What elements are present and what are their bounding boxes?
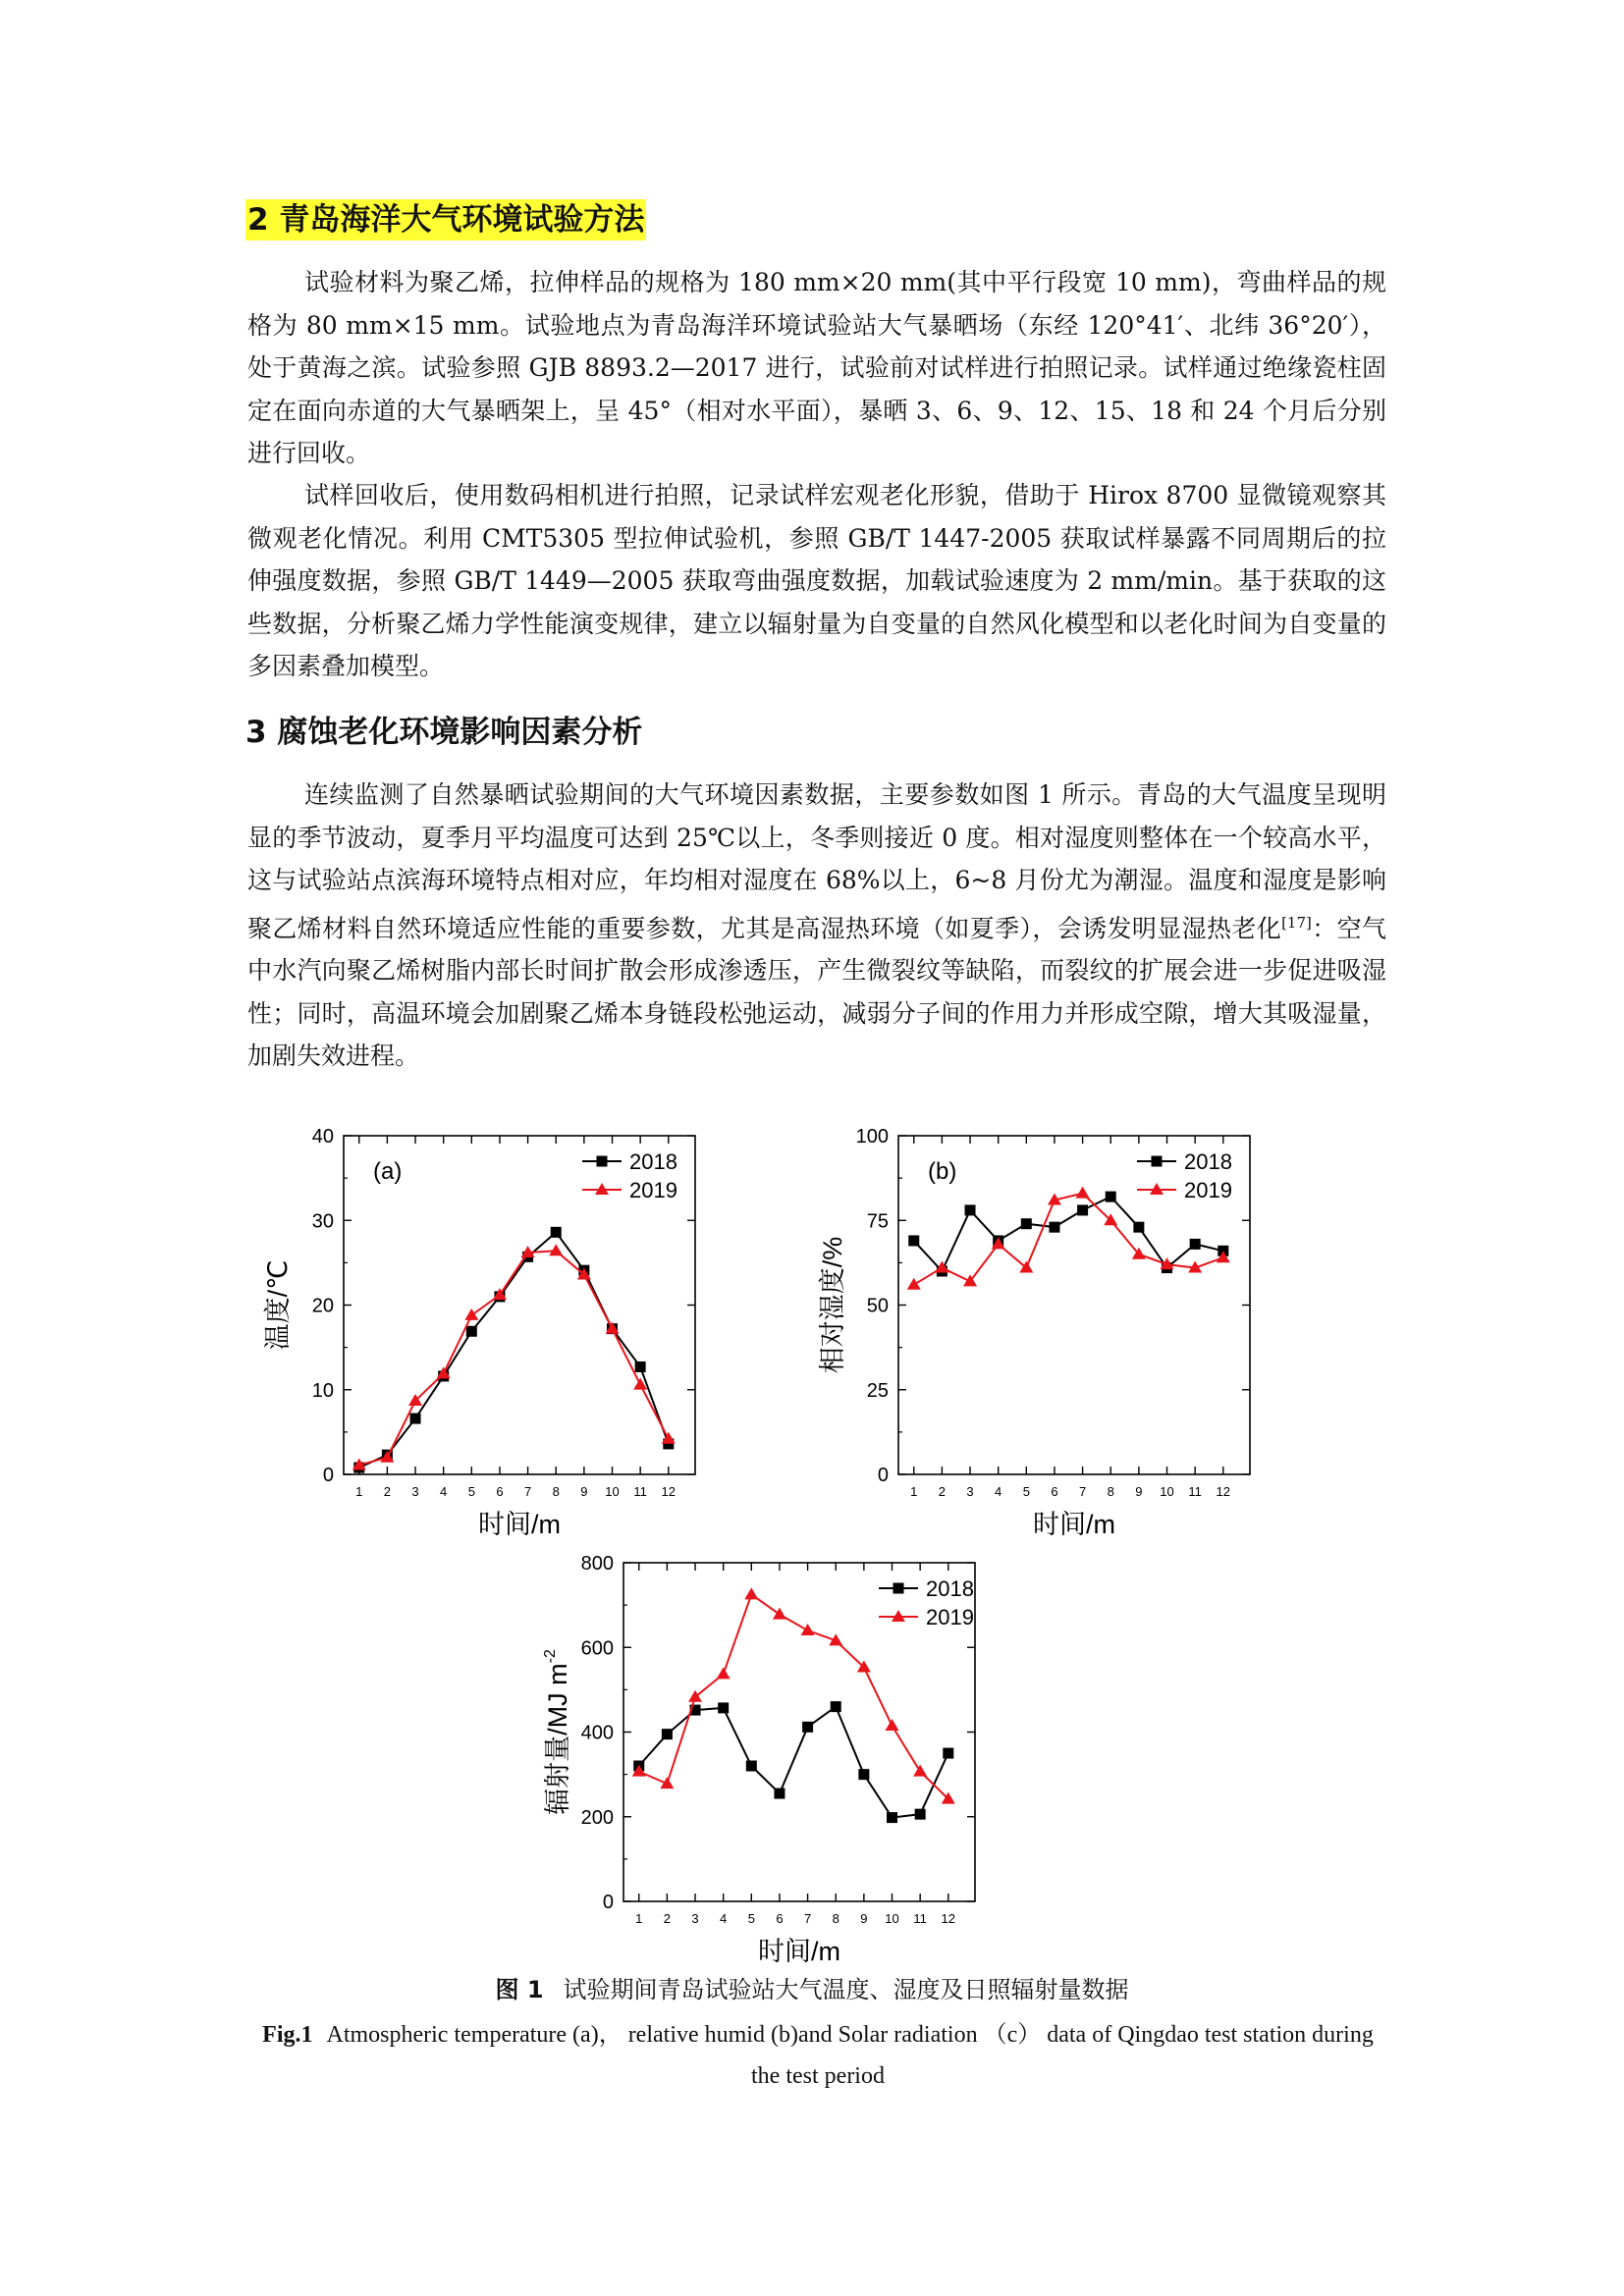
x-tick-label: 12	[661, 1484, 677, 1499]
data-point-2019	[907, 1278, 921, 1290]
legend-label-2018: 2018	[1184, 1149, 1232, 1174]
x-axis-label: 时间/m	[478, 1510, 561, 1539]
x-tick-label: 8	[552, 1484, 560, 1499]
x-tick-label: 9	[860, 1911, 868, 1926]
x-tick-label: 4	[720, 1911, 728, 1926]
y-tick-label: 0	[877, 1465, 889, 1486]
x-tick-label: 8	[1107, 1484, 1114, 1499]
data-point-2019	[801, 1624, 815, 1635]
data-point-2018	[466, 1326, 477, 1337]
x-tick-label: 12	[1216, 1484, 1231, 1499]
y-axis-label: 辐射量/MJ $m^{-2}$	[542, 1649, 572, 1815]
x-tick-label: 4	[995, 1484, 1002, 1499]
data-point-2018	[662, 1729, 673, 1739]
data-point-2019	[913, 1765, 927, 1777]
series-line-2019	[639, 1594, 948, 1798]
legend-marker-2018	[597, 1156, 608, 1167]
x-tick-label: 2	[663, 1911, 672, 1926]
data-point-2018	[635, 1362, 646, 1372]
data-point-2018	[943, 1748, 953, 1759]
data-point-2018	[774, 1789, 785, 1799]
x-tick-label: 6	[496, 1484, 504, 1499]
x-tick-label: 7	[523, 1484, 532, 1499]
data-point-2018	[410, 1414, 421, 1424]
x-tick-label: 11	[1188, 1484, 1202, 1499]
data-point-2018	[1021, 1218, 1032, 1229]
legend-marker-2018	[1152, 1156, 1163, 1167]
data-point-2018	[1077, 1204, 1088, 1215]
data-point-2018	[915, 1809, 926, 1820]
x-tick-label: 2	[383, 1484, 392, 1499]
x-tick-label: 11	[913, 1911, 927, 1926]
x-tick-label: 9	[580, 1484, 588, 1499]
x-tick-label: 3	[966, 1484, 974, 1499]
x-tick-label: 6	[776, 1911, 784, 1926]
section-2-heading: 2 青岛海洋大气环境试验方法	[245, 199, 646, 240]
y-tick-label: 50	[866, 1295, 889, 1317]
data-point-2018	[887, 1812, 897, 1823]
chart-radiation	[530, 1551, 1100, 1983]
data-point-2019	[464, 1308, 478, 1320]
legend-marker-2018	[893, 1583, 904, 1594]
section-2-paragraph-2: 试样回收后，使用数码相机进行拍照，记录试样宏观老化形貌，借助于 Hirox 8700 显微镜观察其微观老化情况。利用 CMT5305 型拉伸试验机，参照 GB/T 1447-2005 获取试样暴露不同周期后的拉伸强度数据，参照 GB/T 1449—2005 获取弯曲强度数据，加载试验速度为 2 mm/min。基于获取的这些数据，分析聚乙烯力学性能演变规律，建立以辐射量为自变量的自然风化模型和以老化时间为自变量的多因素叠加模型。	[247, 481, 1386, 680]
x-tick-label: 3	[411, 1484, 419, 1499]
data-point-2019	[662, 1432, 676, 1444]
legend-label-2019: 2019	[1184, 1178, 1232, 1202]
data-point-2018	[551, 1227, 562, 1238]
x-tick-label: 11	[633, 1484, 647, 1499]
data-point-2018	[718, 1702, 729, 1713]
y-tick-label: 0	[602, 1892, 614, 1913]
x-tick-label: 1	[355, 1484, 363, 1499]
x-tick-label: 10	[1160, 1484, 1174, 1499]
data-point-2018	[1049, 1222, 1059, 1233]
figure-label-cn: 图 1	[495, 1976, 544, 2003]
x-tick-label: 5	[1022, 1484, 1030, 1499]
y-tick-label: 400	[580, 1722, 614, 1744]
x-tick-label: 6	[1051, 1484, 1058, 1499]
data-point-2018	[908, 1235, 919, 1246]
x-tick-label: 5	[747, 1911, 755, 1926]
x-axis-label: 时间/m	[1033, 1510, 1115, 1539]
data-point-2019	[886, 1719, 899, 1731]
figure-caption-en	[253, 2014, 1382, 2097]
legend-label-2019: 2019	[926, 1605, 974, 1629]
section-3-heading: 3 腐蚀老化环境影响因素分析	[245, 715, 643, 750]
section-3-paragraph-1	[247, 774, 1386, 1078]
figure-caption-cn-text: 试验期间青岛试验站大气温度、湿度及日照辐射量数据	[563, 1976, 1129, 2003]
legend-label-2018: 2018	[926, 1576, 974, 1601]
x-tick-label: 10	[885, 1911, 899, 1926]
y-tick-label: 200	[580, 1806, 614, 1829]
citation-ref[interactable]: [17]	[1281, 913, 1312, 932]
data-point-2018	[802, 1722, 813, 1733]
panel-label: (b)	[928, 1158, 957, 1185]
data-point-2018	[1133, 1222, 1144, 1233]
y-tick-label: 800	[580, 1553, 614, 1575]
x-tick-label: 12	[941, 1911, 956, 1926]
data-point-2018	[858, 1769, 869, 1780]
figure-caption-cn	[0, 1973, 1624, 2006]
data-point-2019	[1076, 1187, 1090, 1199]
x-tick-label: 1	[635, 1911, 643, 1926]
data-point-2019	[660, 1777, 674, 1789]
y-axis-label: 温度/℃	[263, 1259, 293, 1351]
y-tick-label: 100	[855, 1126, 889, 1148]
y-tick-label: 10	[311, 1379, 334, 1402]
data-point-2019	[773, 1608, 786, 1620]
legend-label-2018: 2018	[629, 1149, 677, 1174]
data-point-2019	[717, 1667, 731, 1679]
x-tick-label: 8	[832, 1911, 839, 1926]
panel-label: (a)	[373, 1158, 403, 1185]
y-tick-label: 30	[311, 1210, 334, 1233]
data-point-2018	[1106, 1192, 1116, 1202]
x-tick-label: 9	[1135, 1484, 1143, 1499]
series-line-2019	[914, 1194, 1223, 1285]
series-line-2019	[359, 1251, 669, 1465]
x-tick-label: 7	[803, 1911, 812, 1926]
x-tick-label: 1	[910, 1484, 918, 1499]
data-point-2019	[744, 1587, 758, 1599]
y-tick-label: 75	[866, 1210, 889, 1233]
figure-caption-en-text: Atmospheric temperature (a)， relative humid (b)and Solar radiation （c） data of Qingdao test station during the test period	[326, 2022, 1374, 2089]
x-tick-label: 10	[605, 1484, 620, 1499]
x-tick-label: 5	[467, 1484, 475, 1499]
x-axis-label: 时间/m	[758, 1937, 840, 1966]
y-tick-label: 25	[866, 1379, 889, 1402]
x-tick-label: 3	[691, 1911, 699, 1926]
section-3-text-a: 连续监测了自然暴晒试验期间的大气环境因素数据，主要参数如图 1 所示。青岛的大气温度呈现明显的季节波动，夏季月平均温度可达到 25℃以上，冬季则接近 0 度。相对湿度则整体在一个较高水平，这与试验站点滨海环境特点相对应，年均相对湿度在 68%以上，6~8 月份尤为潮湿。温度和湿度是影响聚乙烯材料自然环境适应性能的重要参数，尤其是高湿热环境（如夏季），会诱发明显湿热老化	[247, 780, 1386, 942]
plot-frame	[623, 1563, 975, 1901]
data-point-2018	[1190, 1239, 1201, 1250]
series-line-2018	[914, 1197, 1223, 1271]
section-3-text-b: ：空气中水汽向聚乙烯树脂内部长时间扩散会形成渗透压，产生微裂纹等缺陷，而裂纹的扩展会进一步促进吸湿性；同时，高温环境会加剧聚乙烯本身链段松弛运动，减弱分子间的作用力并形成空隙，增大其吸湿量，加剧失效进程。	[247, 913, 1386, 1071]
y-tick-label: 600	[580, 1637, 614, 1660]
x-tick-label: 2	[938, 1484, 947, 1499]
y-tick-label: 0	[322, 1465, 334, 1486]
y-axis-label: 相对湿度/%	[818, 1236, 847, 1374]
section-2-paragraph-1: 试验材料为聚乙烯，拉伸样品的规格为 180 mm×20 mm(其中平行段宽 10 mm)，弯曲样品的规格为 80 mm×15 mm。试验地点为青岛海洋环境试验站大气暴晒场（东经 120°41′、北纬 36°20′），处于黄海之滨。试验参照 GJB 8893.2—2017 进行，试验前对试样进行拍照记录。试样通过绝缘瓷柱固定在面向赤道的大气暴晒架上，呈 45°（相对水平面），暴晒 3、6、9、12、15、18 和 24 个月后分别进行回收。	[247, 268, 1386, 467]
series-line-2018	[639, 1707, 948, 1818]
data-point-2018	[746, 1761, 757, 1772]
legend-label-2019: 2019	[629, 1178, 677, 1202]
data-point-2018	[831, 1701, 841, 1712]
y-tick-label: 40	[311, 1126, 334, 1148]
data-point-2019	[549, 1244, 563, 1255]
x-tick-label: 7	[1078, 1484, 1087, 1499]
chart-temperature	[250, 1124, 820, 1556]
chart-humidity	[805, 1124, 1375, 1556]
y-tick-label: 20	[311, 1295, 334, 1317]
data-point-2018	[965, 1204, 976, 1215]
figure-label-en: Fig.1	[262, 2022, 313, 2048]
x-tick-label: 4	[440, 1484, 448, 1499]
